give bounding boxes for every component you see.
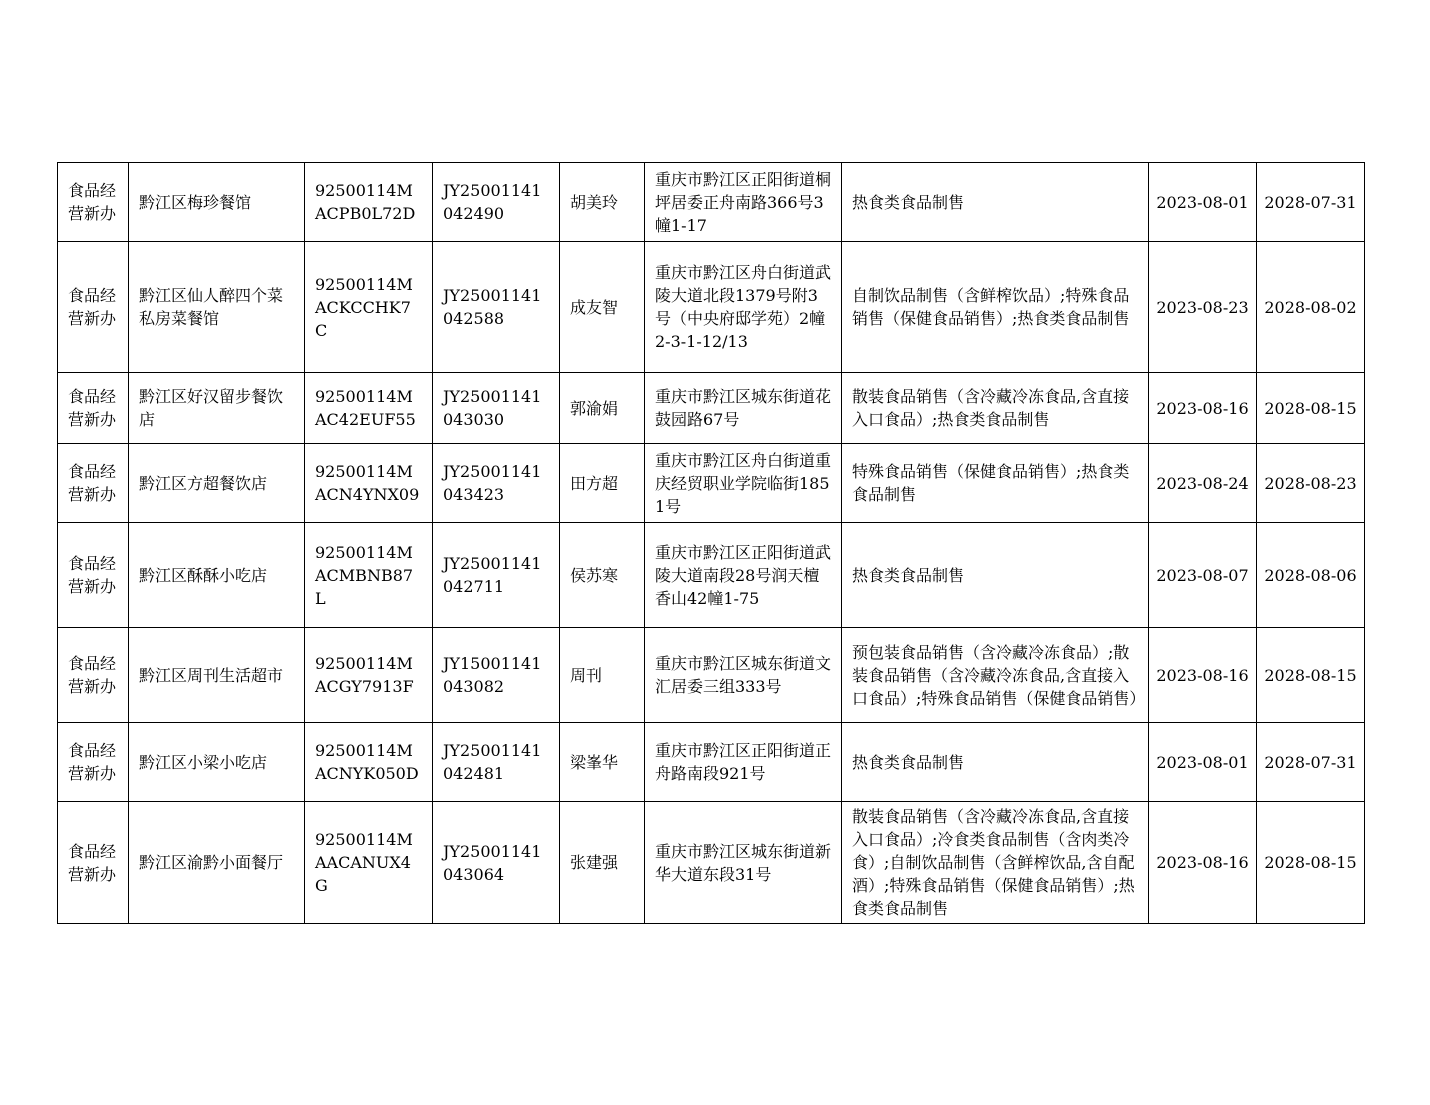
issue-date-cell: 2023-08-16 [1149, 373, 1257, 444]
expiry-date-cell: 2028-07-31 [1257, 723, 1365, 802]
business-scope-cell: 散装食品销售（含冷藏冷冻食品,含直接入口食品）;热食类食品制售 [842, 373, 1149, 444]
issue-date-cell: 2023-08-01 [1149, 723, 1257, 802]
license-number-cell: JY25001141042490 [433, 163, 560, 242]
credit-code-cell: 92500114MACNYK050D [305, 723, 433, 802]
operation-type-cell: 食品经营新办 [58, 163, 129, 242]
legal-person-cell: 郭渝娟 [560, 373, 645, 444]
business-name-cell: 黔江区酥酥小吃店 [129, 523, 305, 628]
table-row [58, 523, 1365, 628]
operation-type-cell: 食品经营新办 [58, 242, 129, 373]
license-number-cell: JY25001141042711 [433, 523, 560, 628]
table-row [58, 723, 1365, 802]
table-row [58, 628, 1365, 723]
address-cell: 重庆市黔江区舟白街道武陵大道北段1379号附3号（中央府邸学苑）2幢2-3-1-12/13 [645, 242, 842, 373]
business-scope-cell: 热食类食品制售 [842, 723, 1149, 802]
credit-code-cell: 92500114MACPB0L72D [305, 163, 433, 242]
legal-person-cell: 周刊 [560, 628, 645, 723]
operation-type-cell: 食品经营新办 [58, 802, 129, 924]
address-cell: 重庆市黔江区城东街道文汇居委三组333号 [645, 628, 842, 723]
legal-person-cell: 田方超 [560, 444, 645, 523]
records-table [57, 162, 1365, 924]
business-name-cell: 黔江区好汉留步餐饮店 [129, 373, 305, 444]
operation-type-cell: 食品经营新办 [58, 373, 129, 444]
legal-person-cell: 梁峯华 [560, 723, 645, 802]
issue-date-cell: 2023-08-16 [1149, 628, 1257, 723]
records-body [58, 163, 1365, 924]
credit-code-cell: 92500114MAACANUX4G [305, 802, 433, 924]
expiry-date-cell: 2028-08-15 [1257, 373, 1365, 444]
credit-code-cell: 92500114MACGY7913F [305, 628, 433, 723]
address-cell: 重庆市黔江区城东街道花鼓园路67号 [645, 373, 842, 444]
issue-date-cell: 2023-08-07 [1149, 523, 1257, 628]
credit-code-cell: 92500114MACN4YNX09 [305, 444, 433, 523]
license-number-cell: JY25001141043064 [433, 802, 560, 924]
issue-date-cell: 2023-08-16 [1149, 802, 1257, 924]
address-cell: 重庆市黔江区舟白街道重庆经贸职业学院临街1851号 [645, 444, 842, 523]
table-row [58, 373, 1365, 444]
expiry-date-cell: 2028-07-31 [1257, 163, 1365, 242]
legal-person-cell: 张建强 [560, 802, 645, 924]
credit-code-cell: 92500114MACKCCHK7C [305, 242, 433, 373]
expiry-date-cell: 2028-08-02 [1257, 242, 1365, 373]
business-scope-cell: 热食类食品制售 [842, 523, 1149, 628]
operation-type-cell: 食品经营新办 [58, 628, 129, 723]
expiry-date-cell: 2028-08-06 [1257, 523, 1365, 628]
legal-person-cell: 胡美玲 [560, 163, 645, 242]
table-row [58, 802, 1365, 924]
credit-code-cell: 92500114MAC42EUF55 [305, 373, 433, 444]
license-number-cell: JY25001141042481 [433, 723, 560, 802]
legal-person-cell: 侯苏寒 [560, 523, 645, 628]
business-name-cell: 黔江区方超餐饮店 [129, 444, 305, 523]
operation-type-cell: 食品经营新办 [58, 523, 129, 628]
business-name-cell: 黔江区小梁小吃店 [129, 723, 305, 802]
business-name-cell: 黔江区周刊生活超市 [129, 628, 305, 723]
license-number-cell: JY25001141043030 [433, 373, 560, 444]
expiry-date-cell: 2028-08-15 [1257, 802, 1365, 924]
business-name-cell: 黔江区仙人醉四个菜私房菜餐馆 [129, 242, 305, 373]
business-scope-cell: 散装食品销售（含冷藏冷冻食品,含直接入口食品）;冷食类食品制售（含肉类冷食）;自制饮品制售（含鲜榨饮品,含自配酒）;特殊食品销售（保健食品销售）;热食类食品制售 [842, 802, 1149, 924]
expiry-date-cell: 2028-08-23 [1257, 444, 1365, 523]
issue-date-cell: 2023-08-23 [1149, 242, 1257, 373]
credit-code-cell: 92500114MACMBNB87L [305, 523, 433, 628]
business-scope-cell: 特殊食品销售（保健食品销售）;热食类食品制售 [842, 444, 1149, 523]
operation-type-cell: 食品经营新办 [58, 444, 129, 523]
issue-date-cell: 2023-08-24 [1149, 444, 1257, 523]
business-scope-cell: 自制饮品制售（含鲜榨饮品）;特殊食品销售（保健食品销售）;热食类食品制售 [842, 242, 1149, 373]
business-name-cell: 黔江区梅珍餐馆 [129, 163, 305, 242]
license-number-cell: JY25001141043423 [433, 444, 560, 523]
table-row [58, 163, 1365, 242]
operation-type-cell: 食品经营新办 [58, 723, 129, 802]
expiry-date-cell: 2028-08-15 [1257, 628, 1365, 723]
legal-person-cell: 成友智 [560, 242, 645, 373]
business-scope-cell: 热食类食品制售 [842, 163, 1149, 242]
license-number-cell: JY15001141043082 [433, 628, 560, 723]
table-row [58, 444, 1365, 523]
address-cell: 重庆市黔江区正阳街道正舟路南段921号 [645, 723, 842, 802]
address-cell: 重庆市黔江区正阳街道桐坪居委正舟南路366号3幢1-17 [645, 163, 842, 242]
license-number-cell: JY25001141042588 [433, 242, 560, 373]
issue-date-cell: 2023-08-01 [1149, 163, 1257, 242]
table-row [58, 242, 1365, 373]
business-scope-cell: 预包装食品销售（含冷藏冷冻食品）;散装食品销售（含冷藏冷冻食品,含直接入口食品）;特殊食品销售（保健食品销售） [842, 628, 1149, 723]
address-cell: 重庆市黔江区正阳街道武陵大道南段28号润天檀香山42幢1-75 [645, 523, 842, 628]
business-name-cell: 黔江区渝黔小面餐厅 [129, 802, 305, 924]
address-cell: 重庆市黔江区城东街道新华大道东段31号 [645, 802, 842, 924]
